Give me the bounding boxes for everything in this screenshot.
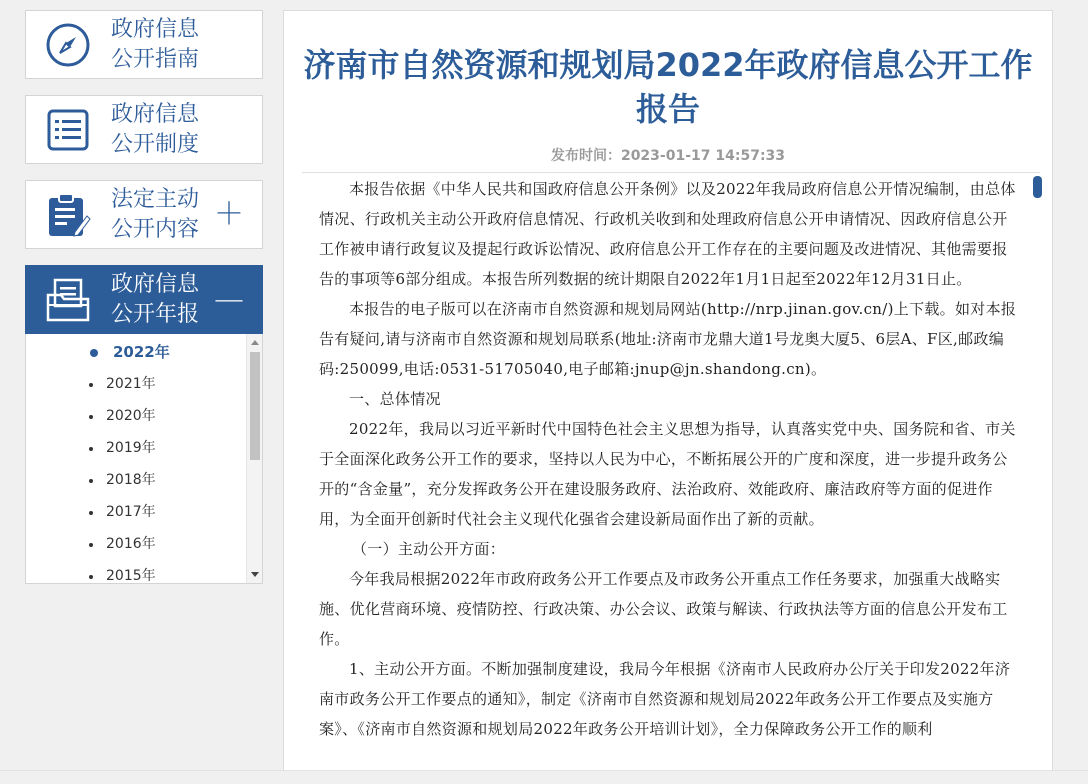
article-paragraph: 本报告依据《中华人民共和国政府信息公开条例》以及2022年我局政府信息公开情况编制，由总体情况、行政机关主动公开政府信息情况、行政机关收到和处理政府信息公开申请情况、因政府信息公开工作被申请行政复议及提起行政诉讼情况、政府信息公开工作存在的主要问题及改进情况、其他需要报告的事项等6部分组成。本报告所列数据的统计期限自2022年1月1日起至2022年12月31日止。 [319, 180, 1016, 288]
sidebar-item-statutory[interactable] [25, 180, 263, 249]
clipboard-edit-icon [45, 192, 91, 238]
sidebar-item-label: 政府信息 公开指南 [111, 16, 200, 72]
list-document-icon [45, 107, 91, 153]
sidebar-item-label: 法定主动 公开内容 [111, 186, 200, 242]
title-divider [302, 172, 1040, 173]
article-paragraph: 1、主动公开方面。不断加强制度建设，我局今年根据《济南市人民政府办公厅关于印发2022年济南市政务公开工作要点的通知》，制定《济南市自然资源和规划局2022年政务公开工作要点及实施方案》、《济南市自然资源和规划局2022年政务公开培训计划》，全力保障政务公开工作的顺利 [319, 660, 1011, 738]
year-list-scrollbar[interactable] [246, 334, 262, 583]
year-item-2017[interactable]: 2017年 [26, 496, 262, 528]
article-paragraph: 本报告的电子版可以在济南市自然资源和规划局网站(http://nrp.jinan.gov.cn/)上下载。如对本报告有疑问,请与济南市自然资源和规划局联系(地址:济南市龙鼎大道1号龙奥大厦5、6层A、F区,邮政编码:250099,电话:0531-51705040,电子邮箱:jnup@jn.shandong.cn)。 [319, 300, 1017, 378]
compass-icon [45, 22, 91, 68]
publish-time-label: 发布时间： [550, 148, 621, 164]
year-item-2020[interactable]: 2020年 [26, 400, 262, 432]
article-paragraph: 今年我局根据2022年市政府政务公开工作要点及市政务公开重点工作任务要求，加强重大战略实施、优化营商环境、疫情防控、行政决策、办公会议、政策与解读、行政执法等方面的信息公开发布工作。 [319, 570, 1008, 648]
article-paragraph: 2022年，我局以习近平新时代中国特色社会主义思想为指导，认真落实党中央、国务院和省、市关于全面深化政务公开工作的要求，坚持以人民为中心，不断拓展公开的广度和深度，进一步提升政务公开的“含金量”，充分发挥政务公开在建设服务政府、法治政府、效能政府、廉洁政府等方面的促进作用，为全面开创新时代社会主义现代化强省会建设新局面作出了新的贡献。 [319, 420, 1016, 528]
year-item-2019[interactable]: 2019年 [26, 432, 262, 464]
publish-time-value: 2023-01-17 14:57:33 [620, 148, 786, 164]
article-scrollbar-thumb[interactable] [1033, 176, 1042, 198]
scrollbar-thumb[interactable] [250, 352, 260, 460]
publish-time [284, 145, 1052, 165]
sidebar-nav [25, 10, 263, 584]
folder-document-icon [45, 277, 91, 323]
collapse-minus-icon[interactable]: — [214, 281, 244, 317]
year-item-2016[interactable]: 2016年 [26, 528, 262, 560]
scroll-down-arrow-icon[interactable] [251, 572, 259, 577]
year-item-2021[interactable]: 2021年 [26, 368, 262, 400]
year-list [25, 334, 263, 584]
year-item-2015[interactable]: 2015年 [26, 560, 262, 584]
year-item-2018[interactable]: 2018年 [26, 464, 262, 496]
year-item-2022[interactable]: 2022年 [26, 336, 262, 368]
subsection-heading: （一）主动公开方面： [352, 540, 506, 558]
sidebar-item-guide[interactable] [25, 10, 263, 79]
scroll-up-arrow-icon[interactable] [251, 340, 259, 345]
sidebar-item-label: 政府信息 公开年报 [111, 271, 200, 327]
sidebar-item-label: 政府信息 公开制度 [111, 101, 200, 157]
page-bottom-bar [0, 770, 1088, 784]
article-title: 济南市自然资源和规划局2022年政府信息公开工作报告 [303, 46, 1033, 128]
expand-plus-icon[interactable]: ＋ [214, 196, 244, 232]
section-heading: 一、总体情况 [349, 390, 441, 408]
sidebar-item-system[interactable] [25, 95, 263, 164]
article-body [319, 174, 1022, 744]
sidebar-item-annual-report[interactable] [25, 265, 263, 334]
